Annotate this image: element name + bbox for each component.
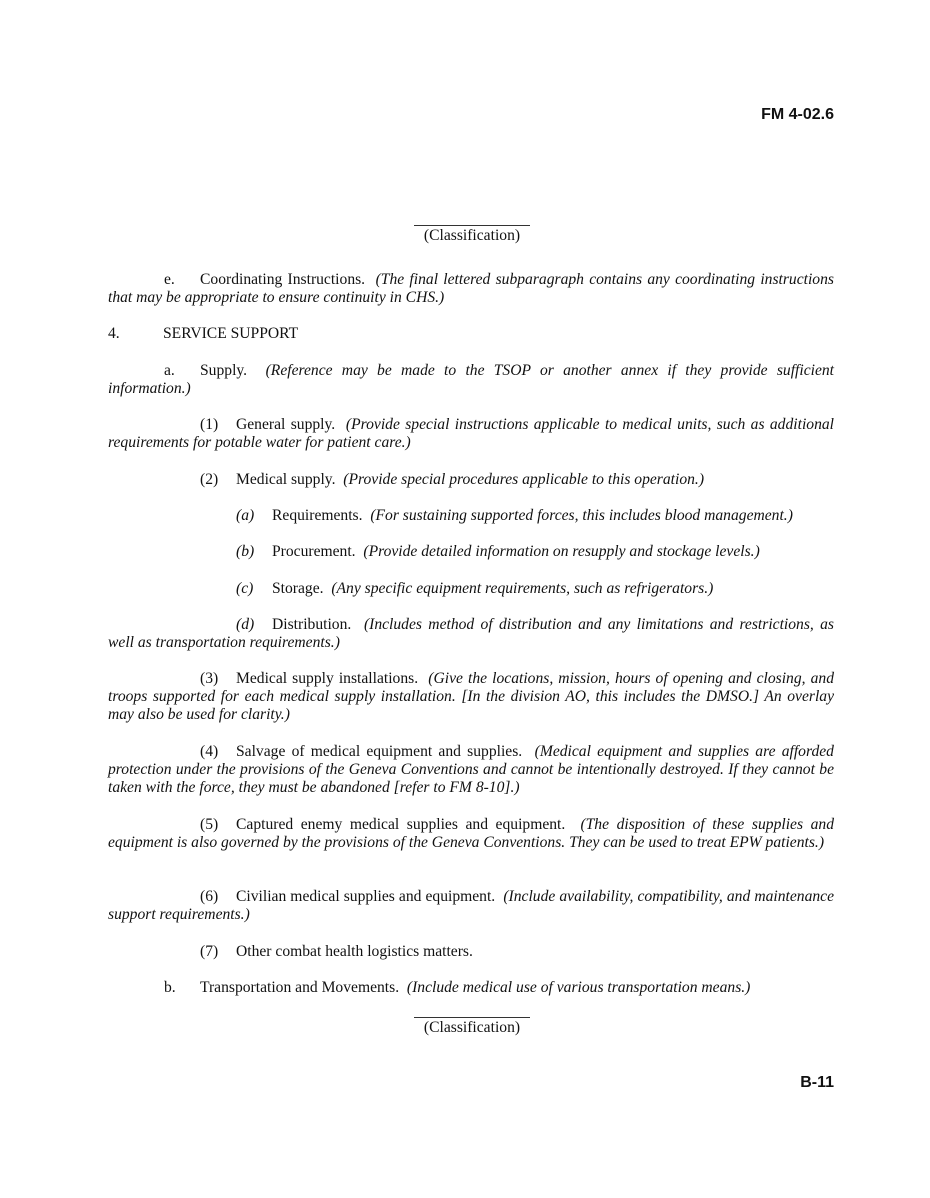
paragraph-note: (The disposition of these supplies and equipment is also governed by the provisions of the Geneva Conventions. They can be used to treat EPW patients.) [108, 816, 834, 852]
paragraph-title: Coordinating Instructions. [200, 271, 366, 288]
paragraph-note: (Include medical use of various transportation means.) [406, 979, 751, 996]
classification-line [414, 225, 530, 226]
paragraph-title: Medical supply. [236, 471, 336, 488]
paragraph-marker: (b) [236, 543, 255, 560]
paragraph-7-other-logistics [108, 943, 834, 961]
classification-bottom [0, 1017, 930, 1037]
paragraph-marker: (2) [200, 471, 219, 488]
paragraph-note: (Medical equipment and supplies are afforded protection under the provisions of the Geneva Conventions and cannot be intentionally destroyed. If they cannot be taken with the force, they must be abandoned [refer to FM 8-10].) [108, 743, 834, 797]
page-number: B-11 [800, 1074, 834, 1091]
paragraph-marker: (5) [200, 816, 219, 833]
paragraph-note: (Give the locations, mission, hours of opening and closing, and troops supported for each medical supply installation. [In the division AO, this includes the DMSO.] An overlay may also be used for clarity.) [108, 670, 834, 724]
paragraph-note: (Include availability, compatibility, and maintenance support requirements.) [108, 888, 835, 924]
paragraph-c-storage [108, 580, 834, 598]
paragraph-marker: (3) [200, 670, 219, 687]
paragraph-6-civilian-supplies [108, 888, 834, 924]
paragraph-a-requirements [108, 507, 834, 525]
paragraph-title: Distribution. [272, 616, 352, 633]
paragraph-5-captured-enemy-supplies [108, 816, 834, 852]
paragraph-note: (Any specific equipment requirements, such as refrigerators.) [331, 580, 714, 597]
paragraph-marker: (a) [236, 507, 255, 524]
paragraph-marker: (d) [236, 616, 255, 633]
paragraph-marker: (c) [236, 580, 254, 597]
paragraph-title: Civilian medical supplies and equipment. [236, 888, 496, 905]
paragraph-title: Storage. [272, 580, 324, 597]
paragraph-note: (For sustaining supported forces, this includes blood management.) [370, 507, 793, 524]
paragraph-title: General supply. [236, 416, 336, 433]
paragraph-title: SERVICE SUPPORT [163, 325, 299, 342]
paragraph-e-coordinating-instructions [108, 271, 834, 307]
paragraph-title: Medical supply installations. [236, 670, 419, 687]
classification-line [414, 1017, 530, 1018]
paragraph-marker: e. [164, 271, 175, 288]
paragraph-4-service-support [108, 325, 834, 343]
paragraph-marker: b. [164, 979, 176, 996]
paragraph-d-distribution [108, 616, 834, 652]
paragraph-marker: (1) [200, 416, 219, 433]
paragraph-3-medical-supply-installations [108, 670, 834, 725]
paragraph-title: Supply. [200, 362, 248, 379]
paragraph-title: Requirements. [272, 507, 363, 524]
paragraph-note: (Provide special procedures applicable to this operation.) [343, 471, 705, 488]
paragraph-title: Captured enemy medical supplies and equipment. [236, 816, 566, 833]
paragraph-4-salvage [108, 743, 834, 798]
paragraph-marker: (6) [200, 888, 219, 905]
classification-top [0, 225, 930, 245]
paragraph-a-supply [108, 362, 834, 398]
classification-label: (Classification) [423, 227, 521, 244]
paragraph-marker: 4. [108, 325, 120, 342]
paragraph-note: (Includes method of distribution and any limitations and restrictions, as well as transportation requirements.) [108, 616, 834, 652]
paragraph-b-transportation [108, 979, 834, 997]
paragraph-b-procurement [108, 543, 834, 561]
paragraph-1-general-supply [108, 416, 834, 452]
paragraph-title: Other combat health logistics matters. [236, 943, 473, 960]
paragraph-title: Procurement. [272, 543, 356, 560]
paragraph-title: Transportation and Movements. [200, 979, 400, 996]
paragraph-marker: (7) [200, 943, 219, 960]
paragraph-marker: a. [164, 362, 175, 379]
paragraph-title: Salvage of medical equipment and supplies. [236, 743, 523, 760]
paragraph-marker: (4) [200, 743, 219, 760]
paragraph-note: (Provide detailed information on resupply and stockage levels.) [363, 543, 760, 560]
paragraph-note: (Provide special instructions applicable to medical units, such as additional requirements for potable water for patient care.) [108, 416, 834, 452]
paragraph-note: (Reference may be made to the TSOP or another annex if they provide sufficient information.) [108, 362, 835, 398]
document-number: FM 4-02.6 [761, 106, 834, 123]
classification-label: (Classification) [423, 1019, 521, 1036]
paragraph-2-medical-supply [108, 471, 834, 489]
paragraph-note: (The final lettered subparagraph contains any coordinating instructions that may be appropriate to ensure continuity in CHS.) [108, 271, 834, 307]
